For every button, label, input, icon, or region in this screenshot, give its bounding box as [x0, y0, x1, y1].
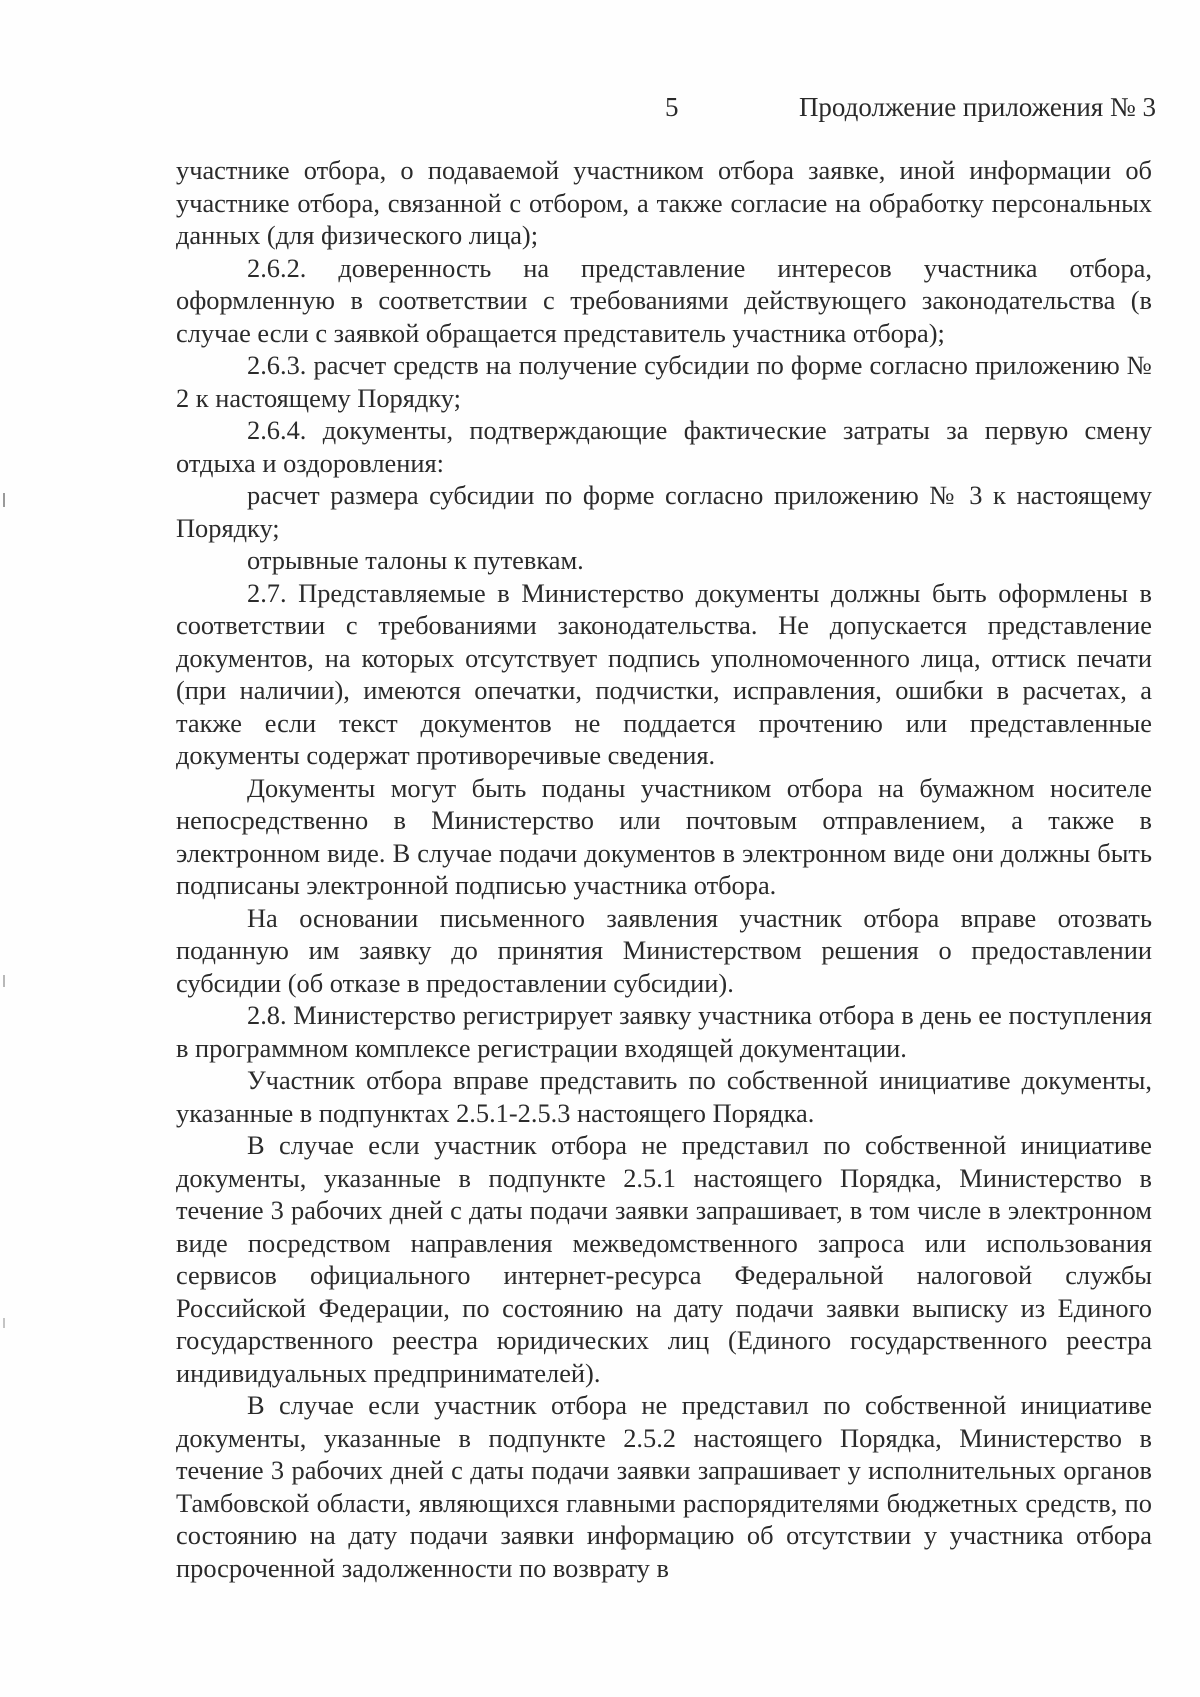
- paragraph-continuation: участнике отбора, о подаваемой участником отбора заявке, иной информации об участнике отбора, связанной с отбором, а также согласие на обработку персональных данных (для физического лица);: [176, 155, 1152, 250]
- paragraph-2-6-3: 2.6.3. расчет средств на получение субсидии по форме согласно приложению № 2 к настоящему Порядку;: [176, 350, 1152, 413]
- paragraph-2-8: 2.8. Министерство регистрирует заявку участника отбора в день ее поступления в программном комплексе регистрации входящей документации.: [176, 1000, 1152, 1063]
- document-body: [176, 154, 1152, 1584]
- page-number: 5: [665, 92, 679, 122]
- scan-edge-mark: [3, 975, 5, 987]
- paragraph-request-executive-bodies: В случае если участник отбора не представил по собственной инициативе документы, указанные в подпункте 2.5.2 настоящего Порядка, Министерство в течение 3 рабочих дней с даты подачи заявки запрашивает у исполнительных органов Тамбовской области, являющихся главными распорядителями бюджетных средств, по состоянию на дату подачи заявки информацию об отсутствии у участника отбора просроченной задолженности по возврату в: [176, 1390, 1152, 1583]
- appendix-continuation-header: Продолжение приложения № 3: [798, 92, 1156, 122]
- scan-edge-mark: [3, 493, 5, 507]
- paragraph-application-withdrawal: На основании письменного заявления участник отбора вправе отозвать поданную им заявку до принятия Министерством решения о предоставлении субсидии (об отказе в предоставлении субсидии).: [176, 902, 1152, 998]
- paragraph-2-6-4: 2.6.4. документы, подтверждающие фактические затраты за первую смену отдыха и оздоровления:: [176, 415, 1152, 478]
- paragraph-document-submission: Документы могут быть поданы участником отбора на бумажном носителе непосредственно в Министерство или почтовым отправлением, а также в электронном виде. В случае подачи документов в электронном виде они должны быть подписаны электронной подписью участника отбора.: [176, 772, 1152, 900]
- paragraph-request-egrul: В случае если участник отбора не представил по собственной инициативе документы, указанные в подпункте 2.5.1 настоящего Порядка, Министерство в течение 3 рабочих дней с даты подачи заявки запрашивает, в том числе в электронном виде посредством направления межведомственного запроса или использования сервисов официального интернет-ресурса Федеральной налоговой службы Российской Федерации, по состоянию на дату подачи заявки выписку из Единого государственного реестра юридических лиц (Единого государственного реестра индивидуальных предпринимателей).: [176, 1130, 1152, 1388]
- paragraph-2-6-2: 2.6.2. доверенность на представление интересов участника отбора, оформленную в соответствии с требованиями действующего законодательства (в случае если с заявкой обращается представитель участника отбора);: [176, 252, 1152, 348]
- paragraph-own-initiative: Участник отбора вправе представить по собственной инициативе документы, указанные в подпунктах 2.5.1-2.5.3 настоящего Порядка.: [176, 1065, 1152, 1128]
- paragraph-subsidy-calculation: расчет размера субсидии по форме согласно приложению № 3 к настоящему Порядку;: [176, 480, 1152, 543]
- paragraph-2-7: 2.7. Представляемые в Министерство документы должны быть оформлены в соответствии с требованиями законодательства. Не допускается представление документов, на которых отсутствует подпись уполномоченного лица, оттиск печати (при наличии), имеются опечатки, подчистки, исправления, ошибки в расчетах, а также если текст документов не поддается прочтению или представленные документы содержат противоречивые сведения.: [176, 577, 1152, 770]
- paragraph-voucher-stubs: отрывные талоны к путевкам.: [247, 545, 584, 575]
- scan-edge-mark: [3, 1318, 5, 1328]
